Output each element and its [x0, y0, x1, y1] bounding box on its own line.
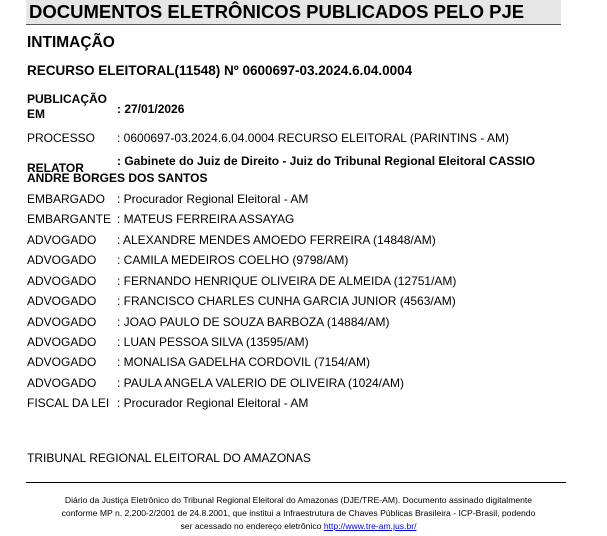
publication-label [27, 92, 107, 122]
footer-line1: Diário da Justiça Eletrônico do Tribunal Regional Eleitoral do Amazonas (DJE/TRE-AM). Documento assinado digitalmente [64, 495, 533, 505]
court-name: TRIBUNAL REGIONAL ELEITORAL DO AMAZONAS [27, 451, 311, 465]
party-role: ADVOGADO [27, 315, 97, 329]
footer-note [26, 494, 571, 533]
party-role: ADVOGADO [27, 233, 97, 247]
footer-link[interactable]: http://www.tre-am.jus.br/ [323, 521, 417, 531]
footer-line2: conforme MP n. 2.200-2/2001 de 24.8.2001, que institui a Infraestrutura de Chaves Públicas Brasileira - ICP-Brasil, podendo [61, 508, 536, 518]
party-role: ADVOGADO [27, 376, 97, 390]
publication-label-line2: EM [27, 107, 45, 121]
party-name: : LUAN PESSOA SILVA (13595/AM) [117, 335, 309, 349]
footer-divider [26, 482, 566, 483]
banner-title: DOCUMENTOS ELETRÔNICOS PUBLICADOS PELO PJE [29, 1, 525, 22]
rapporteur-label: RELATOR [27, 161, 84, 175]
publication-date: : 27/01/2026 [117, 102, 185, 116]
party-name: : ALEXANDRE MENDES AMOEDO FERREIRA (14848/AM) [117, 233, 436, 247]
party-role: FISCAL DA LEI [27, 396, 110, 410]
document-title: INTIMAÇÃO [27, 34, 115, 51]
party-role: ADVOGADO [27, 294, 97, 308]
party-name: : FRANCISCO CHARLES CUNHA GARCIA JUNIOR (4563/AM) [117, 294, 456, 308]
party-name: : CAMILA MEDEIROS COELHO (9798/AM) [117, 253, 349, 267]
process-label: PROCESSO [27, 131, 96, 145]
party-name: : MATEUS FERREIRA ASSAYAG [117, 212, 295, 226]
header-banner [26, 0, 561, 25]
party-role: ADVOGADO [27, 253, 97, 267]
party-name: : JOAO PAULO DE SOUZA BARBOZA (14884/AM) [117, 315, 390, 329]
party-role: EMBARGADO [27, 192, 106, 206]
party-name: : Procurador Regional Eleitoral - AM [117, 396, 309, 410]
party-name: : MONALISA GADELHA CORDOVIL (7154/AM) [117, 355, 370, 369]
party-name: : Procurador Regional Eleitoral - AM [117, 192, 309, 206]
party-role: EMBARGANTE [27, 212, 112, 226]
party-role: ADVOGADO [27, 274, 97, 288]
publication-label-line1: PUBLICAÇÃO [27, 92, 107, 106]
rapporteur-line1: : Gabinete do Juiz de Direito - Juiz do Tribunal Regional Eleitoral CASSIO [117, 154, 536, 168]
party-name: : PAULA ANGELA VALERIO DE OLIVEIRA (1024/AM) [117, 376, 405, 390]
case-heading: RECURSO ELEITORAL(11548) Nº 0600697-03.2024.6.04.0004 [27, 63, 413, 78]
process-value: : 0600697-03.2024.6.04.0004 RECURSO ELEITORAL (PARINTINS - AM) [117, 131, 509, 145]
party-role: ADVOGADO [27, 355, 97, 369]
party-name: : FERNANDO HENRIQUE OLIVEIRA DE ALMEIDA (12751/AM) [117, 274, 457, 288]
rapporteur-line2: ANDRE BORGES DOS SANTOS [27, 171, 208, 185]
footer-line3-text: ser acessado no endereço eletrônico [180, 521, 324, 531]
footer-line3 [26, 520, 571, 533]
party-role: ADVOGADO [27, 335, 97, 349]
